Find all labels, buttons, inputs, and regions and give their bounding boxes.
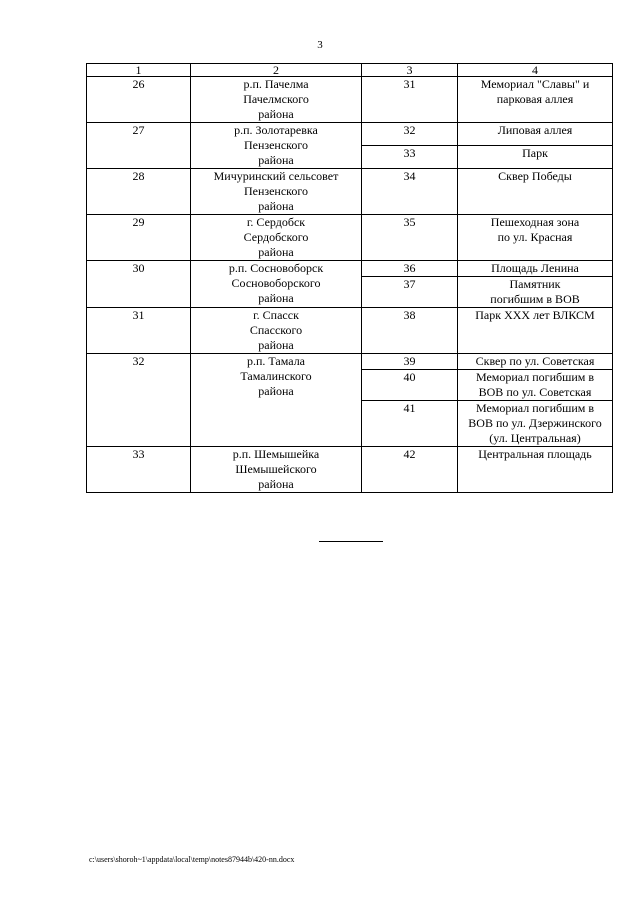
district-line: Пачелмского <box>243 92 309 106</box>
object-name-cell <box>458 447 613 493</box>
object-name-line: Парк <box>522 146 548 160</box>
district-line: района <box>258 477 294 491</box>
object-number-cell: 34 <box>362 169 458 215</box>
row-number-cell: 27 <box>87 123 191 169</box>
row-number-cell: 32 <box>87 354 191 447</box>
row-number-cell: 29 <box>87 215 191 261</box>
district-line: района <box>258 107 294 121</box>
object-number-cell: 40 <box>362 370 458 401</box>
object-name-line: Мемориал "Славы" и <box>480 77 590 91</box>
object-name-line: Мемориал погибшим в <box>475 401 595 415</box>
object-name-cell <box>458 354 613 370</box>
object-name-line: Памятник <box>509 277 561 291</box>
district-line: района <box>258 338 294 352</box>
district-line: района <box>258 153 294 167</box>
object-name-line: (ул. Центральная) <box>489 431 581 445</box>
object-name-line: Парк XXX лет ВЛКСМ <box>475 308 595 322</box>
district-line: г. Сердобск <box>246 215 306 229</box>
object-number-cell: 42 <box>362 447 458 493</box>
object-name-line: ВОВ по ул. Дзержинского <box>468 416 602 430</box>
object-name-line: Сквер по ул. Советская <box>475 354 595 368</box>
district-line: р.п. Шемышейка <box>232 447 320 461</box>
table-header-row <box>87 64 613 77</box>
district-line: Сердобского <box>243 230 309 244</box>
table-row <box>87 261 613 277</box>
object-number-cell: 37 <box>362 277 458 308</box>
district-line: Пензенского <box>243 184 309 198</box>
district-line: Шемышейского <box>235 462 317 476</box>
district-cell <box>191 447 362 493</box>
row-number-cell: 31 <box>87 308 191 354</box>
district-cell <box>191 169 362 215</box>
header-cell: 3 <box>362 64 458 77</box>
table-row <box>87 123 613 146</box>
object-name-line: Пешеходная зона <box>490 215 580 229</box>
header-cell: 2 <box>191 64 362 77</box>
district-cell <box>191 308 362 354</box>
district-line: Пензенского <box>243 138 309 152</box>
row-number-cell: 30 <box>87 261 191 308</box>
table-row <box>87 354 613 370</box>
end-separator-line <box>319 541 383 542</box>
district-cell <box>191 215 362 261</box>
object-name-line: Мемориал погибшим в <box>475 370 595 384</box>
district-line: Сосновоборского <box>231 276 321 290</box>
object-name-line: по ул. Красная <box>497 230 573 244</box>
object-name-line: парковая аллея <box>496 92 574 106</box>
objects-table-body <box>87 64 613 493</box>
object-name-cell <box>458 77 613 123</box>
district-line: района <box>258 291 294 305</box>
district-line: района <box>258 384 294 398</box>
object-number-cell: 38 <box>362 308 458 354</box>
object-name-line: Площадь Ленина <box>491 261 579 275</box>
object-number-cell: 39 <box>362 354 458 370</box>
table-row <box>87 215 613 261</box>
object-number-cell: 35 <box>362 215 458 261</box>
district-line: г. Спасск <box>253 308 299 322</box>
object-name-cell <box>458 146 613 169</box>
district-line: р.п. Пачелма <box>243 77 309 91</box>
object-name-cell <box>458 370 613 401</box>
object-name-cell <box>458 261 613 277</box>
row-number-cell: 33 <box>87 447 191 493</box>
object-name-line: Липовая аллея <box>497 123 573 137</box>
header-cell: 1 <box>87 64 191 77</box>
object-name-line: Сквер Победы <box>498 169 572 183</box>
district-line: р.п. Золотаревка <box>234 123 318 137</box>
district-line: Мичуринский сельсовет <box>213 169 339 183</box>
object-number-cell: 33 <box>362 146 458 169</box>
header-cell: 4 <box>458 64 613 77</box>
district-line: Тамалинского <box>240 369 312 383</box>
object-number-cell: 41 <box>362 401 458 447</box>
object-name-cell <box>458 215 613 261</box>
object-number-cell: 31 <box>362 77 458 123</box>
table-row <box>87 308 613 354</box>
district-line: района <box>258 245 294 259</box>
file-path-footer: c:\users\shoroh~1\appdata\local\temp\notes87944b\420-nn.docx <box>89 855 295 864</box>
object-number-cell: 32 <box>362 123 458 146</box>
page-number: 3 <box>317 39 323 51</box>
row-number-cell: 26 <box>87 77 191 123</box>
object-name-line: ВОВ по ул. Советская <box>478 385 592 399</box>
object-name-cell <box>458 401 613 447</box>
objects-table <box>86 63 613 493</box>
object-name-cell <box>458 277 613 308</box>
district-line: района <box>258 199 294 213</box>
object-name-line: Центральная площадь <box>478 447 592 461</box>
district-cell <box>191 261 362 308</box>
object-name-line: погибшим в ВОВ <box>490 292 580 306</box>
district-cell <box>191 77 362 123</box>
object-name-cell <box>458 169 613 215</box>
district-cell <box>191 354 362 447</box>
object-number-cell: 36 <box>362 261 458 277</box>
table-row <box>87 77 613 123</box>
district-line: р.п. Тамала <box>246 354 306 368</box>
table-row <box>87 169 613 215</box>
table-row <box>87 447 613 493</box>
object-name-cell <box>458 308 613 354</box>
district-line: р.п. Сосновоборск <box>228 261 324 275</box>
object-name-cell <box>458 123 613 146</box>
row-number-cell: 28 <box>87 169 191 215</box>
district-cell <box>191 123 362 169</box>
district-line: Спасского <box>249 323 303 337</box>
